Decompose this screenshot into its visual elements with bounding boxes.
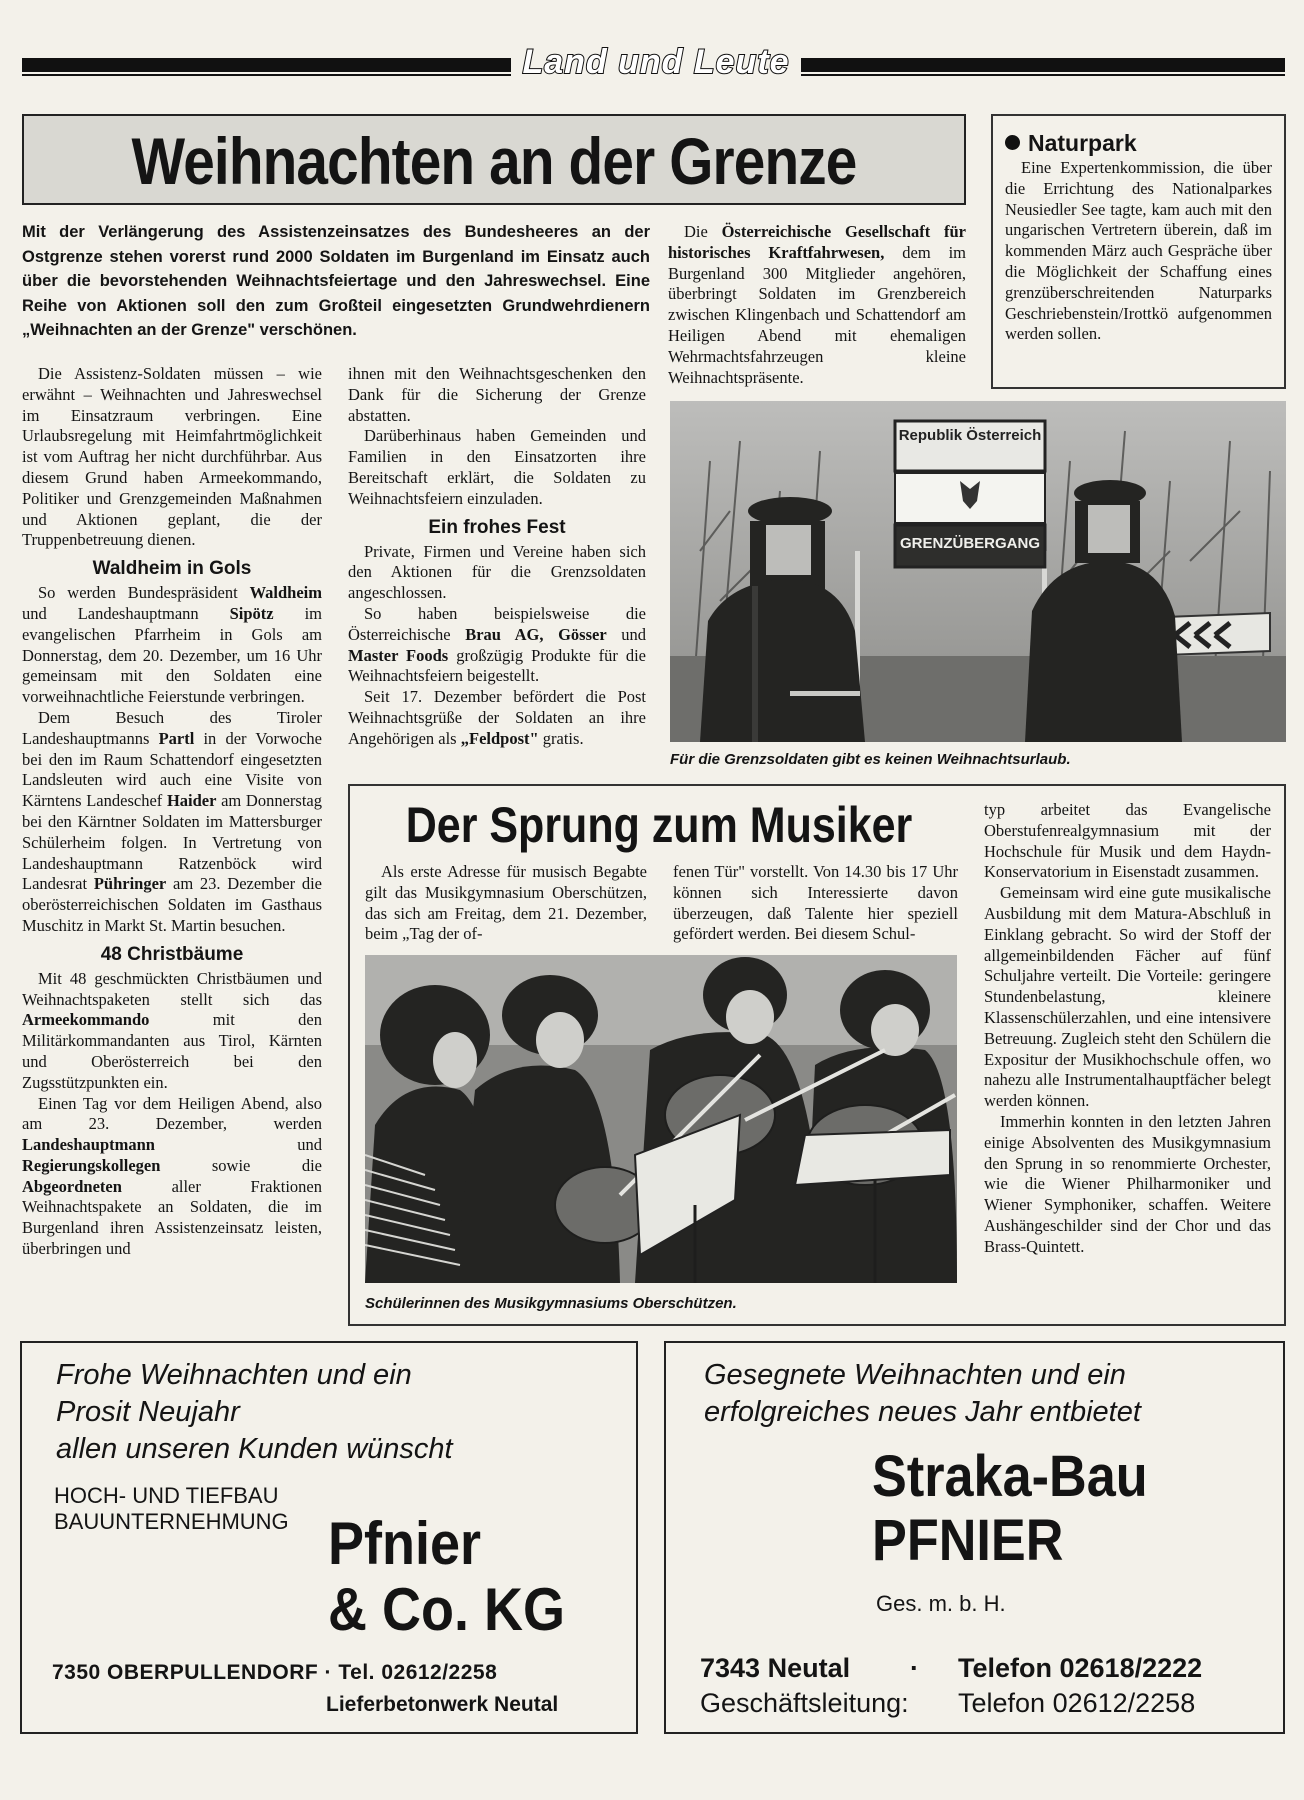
ad-left-greeting: [56, 1357, 453, 1468]
ad-left-sub-2: BAUUNTERNEHMUNG: [54, 1509, 289, 1534]
header-rule-left: [22, 58, 511, 72]
paragraph: Mit 48 geschmückten Christbäumen und Weihnachtspaketen stellt sich das Armeekommando mit den Militärkommandanten aus Tirol, Kärnten und Oberösterreich bei den Zugsstützpunkten ein.: [22, 968, 322, 1092]
sign-republik: Republik Österreich: [898, 427, 1042, 444]
music-photo-caption: Schülerinnen des Musikgymnasiums Oberschützen.: [365, 1295, 737, 1312]
ad-left-line-2: Prosit Neujahr: [56, 1396, 240, 1428]
ad-right-line-2: erfolgreiches neues Jahr entbietet: [704, 1396, 1141, 1428]
paragraph: typ arbeitet das Evangelische Oberstufenrealgymnasium mit der Hochschule für Musik und dem Haydn-Konservatorium in Eisenstadt zusammen.: [984, 800, 1271, 882]
paragraph: Seit 17. Dezember befördert die Post Weihnachtsgrüße der Soldaten an ihre Angehörigen als „Feldpost" gratis.: [348, 687, 646, 748]
ad-right-greeting: [704, 1357, 1141, 1431]
sign-grenzuebergang: GRENZÜBERGANG: [899, 535, 1040, 552]
ad-right-management: Geschäftsleitung:: [700, 1688, 909, 1718]
subheading: Ein frohes Fest: [428, 516, 566, 538]
music-column-2: fenen Tür" vorstellt. Von 14.30 bis 17 Uhr können sich Interessierte davon überzeugen, daß Talente hier speziell gefördert werden. Bei diesem Schul-: [673, 862, 958, 944]
subheading: Waldheim in Gols: [92, 558, 252, 580]
ad-left-address: 7350 OBERPULLENDORF · Tel. 02612/2258: [52, 1661, 498, 1684]
ad-left-company-2: & Co. KG: [328, 1576, 565, 1643]
music-column-1: Als erste Adresse für musisch Begabte gilt das Musikgymnasium Oberschützen, das sich am Freitag, dem 21. Dezember, beim „Tag der of-: [365, 862, 647, 944]
paragraph: Gemeinsam wird eine gute musikalische Ausbildung mit dem Matura-Abschluß in Einklang gebracht. So wird der Stoff der allgemeinbildenden Fächer auf fünf Schuljahre verteilt. Die Vorteile: geringere Stundenbelastung, kleinere Klassenschülerzahlen, und eine intensivere Betreuung. Zugleich steht den Schülern die Expositur der Musikhochschule offen, wo nahezu alle Instrumentalhauptfächer belegt werden können.: [984, 883, 1271, 1111]
article-column-2: [348, 364, 646, 750]
ad-right-company-2: PFNIER: [872, 1508, 1064, 1573]
border-photo-drawing: [670, 401, 1286, 742]
paragraph: Dem Besuch des Tiroler Landeshauptmanns Partl in der Vorwoche bei den im Raum Schattendorf eingesetzten Landsleuten wird auch eine Visite von Kärntens Landeschef Haider am Donnerstag bei den Kärntner Soldaten im Mattersburger Schülerheim folgen. In Vertretung von Landeshauptmann Ratzenböck wird Landesrat Pühringer am 23. Dezember die oberösterreichischen Soldaten im Gasthaus Muschitz in Markt St. Martin besuchen.: [22, 707, 323, 935]
paragraph: So haben beispielsweise die Österreichische Brau AG, Gösser und Master Foods großzügig Produkte für die Weihnachtsfeiern beigestellt.: [348, 603, 647, 686]
section-kicker: Land und Leute: [522, 43, 790, 81]
ad-left-footer: Lieferbetonwerk Neutal: [326, 1693, 559, 1716]
ad-straka-bau: [664, 1341, 1285, 1734]
naturpark-box: [991, 114, 1286, 389]
music-headline: Der Sprung zum Musiker: [405, 797, 913, 853]
article-column-1: [22, 364, 322, 1260]
music-column-3: [984, 800, 1271, 1258]
paragraph: Immerhin konnten in den letzten Jahren einige Absolventen des Musikgymnasium den Sprung in so renommierte Orchester, wie die Wiener Philharmoniker und Wiener Symphoniker, schaffen. Weitere Aushängeschilder sind der Chor und das Brass-Quintett.: [984, 1111, 1271, 1256]
ad-left-line-3: allen unseren Kunden wünscht: [56, 1433, 453, 1465]
naturpark-title: Naturpark: [1028, 130, 1137, 156]
paragraph: Einen Tag vor dem Heiligen Abend, also am 23. Dezember, werden Landeshauptmann und Regierungskollegen sowie die Abgeordneten aller Fraktionen Weihnachtspakete an Soldaten, die im Burgenland ihren Assistenzeinsatz leisten, überbringen und: [22, 1093, 322, 1259]
ad-right-neutal: 7343 Neutal: [700, 1653, 851, 1683]
subheading: 48 Christbäume: [100, 943, 244, 965]
ad-left-tagline: [54, 1483, 289, 1535]
ad-left-company: [328, 1511, 565, 1643]
border-photo-caption: Für die Grenzsoldaten gibt es keinen Weihnachtsurlaub.: [670, 751, 1071, 768]
ad-right-line-1: Gesegnete Weihnachten und ein: [704, 1359, 1126, 1391]
paragraph: Die Assistenz-Soldaten müssen – wie erwähnt – Weihnachten und Jahreswechsel im Einsatzraum verbringen. Eine Urlaubsregelung mit Heimfahrtmöglichkeit ist vom Auftrag her nicht durchführbar. Aus diesem Grund haben Armeekommando, Politiker und Grenzgemeinden Maßnahmen und Aktionen geplant, die der Truppenbetreuung dienen.: [22, 364, 322, 550]
ad-left-sub-1: HOCH- UND TIEFBAU: [54, 1483, 279, 1508]
ad-right-company-1: Straka-Bau: [872, 1444, 1148, 1509]
music-photo-drawing: [365, 955, 957, 1283]
paragraph: Private, Firmen und Vereine haben sich den Aktionen für die Grenzsoldaten angeschlossen.: [348, 541, 646, 603]
headline-box: [22, 114, 966, 205]
ad-left-line-1: Frohe Weihnachten und ein: [56, 1359, 412, 1391]
ad-right-phone-1: Telefon 02618/2222: [958, 1653, 1203, 1683]
border-soldiers-photo: [670, 401, 1286, 742]
header-rule-right: [801, 58, 1285, 72]
paragraph: Darüberhinaus haben Gemeinden und Familien in den Einsatzorten ihre Bereitschaft erklärt, die Soldaten zu Weihnachtsfeiern einzuladen.: [348, 426, 646, 508]
naturpark-text: Eine Expertenkommission, die über die Errichtung des Nationalparkes Neusiedler See tagte, kam auch mit den ungarischen Vertretern überein, daß im kommenden März auch Gespräche über die Möglichkeit der Schaffung eines grenzüberschreitenden Naturparks Geschriebenstein/Irottkö aufgenommen werden sollen.: [1005, 158, 1272, 344]
ad-right-company-suffix: Ges. m. b. H.: [876, 1591, 1006, 1616]
naturpark-title-row: [1005, 128, 1272, 158]
article-headline: Weihnachten an der Grenze: [131, 124, 857, 198]
ad-pfnier: [20, 1341, 638, 1734]
ad-right-separator: ·: [910, 1653, 919, 1683]
article-column-3: [668, 222, 966, 388]
paragraph: So werden Bundespräsident Waldheim und Landeshauptmann Sipötz im evangelischen Pfarrheim in Gols am Donnerstag, dem 20. Dezember, um 16 Uhr gemeinsam mit den Soldaten eine vorweihnachtliche Feierstunde verbringen.: [22, 583, 322, 707]
ad-right-phone-2: Telefon 02612/2258: [958, 1688, 1196, 1718]
paragraph: Die Österreichische Gesellschaft für historisches Kraftfahrwesen, dem im Burgenland 300 Mitglieder angehören, überbringt Soldaten im Grenzbereich zwischen Klingenbach und Schattendorf am Heiligen Abend mit ehemaligen Wehrmachtsfahrzeugen kleine Weihnachtspräsente.: [668, 222, 966, 387]
ad-left-company-1: Pfnier: [328, 1510, 482, 1577]
ad-right-company: [872, 1445, 1148, 1573]
paragraph: ihnen mit den Weihnachtsgeschenken den Dank für die Sicherung der Grenze abstatten.: [348, 364, 646, 425]
article-lead: Mit der Verlängerung des Assistenzeinsatzes des Bundesheeres an der Ostgrenze stehen vorerst rund 2000 Soldaten im Burgenland im Einsatz auch über die bevorstehenden Weihnachtsfeiertage und den Jahreswechsel. Eine Reihe von Aktionen soll den zum Großteil eingesetzten Grundwehrdienern „Weihnachten an der Grenze" verschönen.: [22, 223, 650, 339]
music-students-photo: [365, 955, 957, 1283]
bullet-icon: [1005, 135, 1020, 150]
